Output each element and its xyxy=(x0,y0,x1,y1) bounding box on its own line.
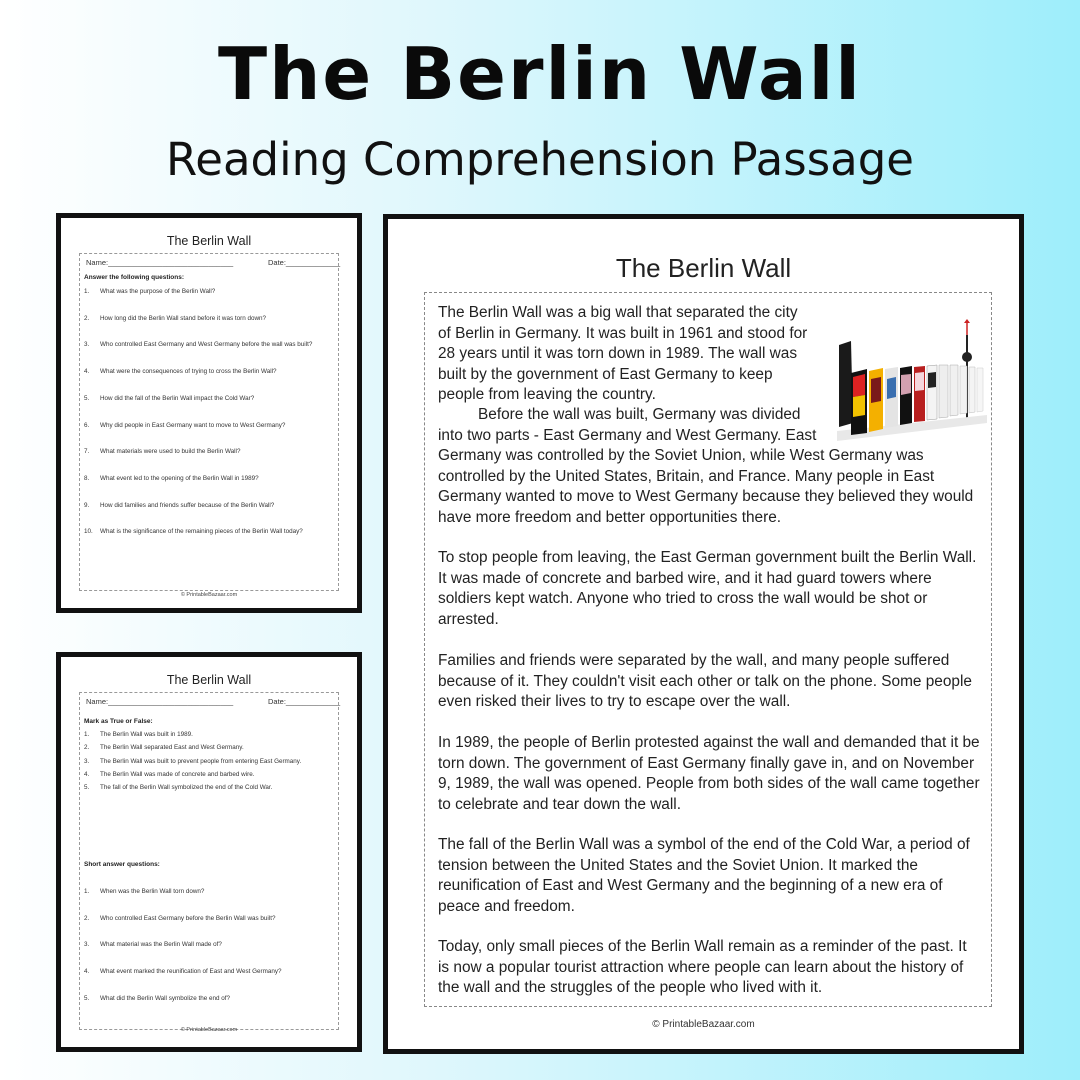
list-item xyxy=(84,941,222,948)
worksheet-title: The Berlin Wall xyxy=(166,234,252,248)
item-number: 1. xyxy=(84,288,90,295)
item-number: 7. xyxy=(84,448,90,456)
list-item xyxy=(84,422,285,429)
date-field-label: Date:_____________ xyxy=(268,697,341,706)
list-item xyxy=(84,758,301,765)
list-item xyxy=(84,341,312,348)
item-text: The fall of the Berlin Wall symbolized the end of the Cold War. xyxy=(100,784,273,792)
item-text: Who controlled East Germany and West Germany before the wall was built? xyxy=(100,341,313,349)
item-text: The Berlin Wall was made of concrete and barbed wire. xyxy=(100,770,255,778)
name-field-label: Name:______________________________ xyxy=(86,258,234,267)
item-text: What materials were used to build the Berlin Wall? xyxy=(100,448,241,456)
item-number: 1. xyxy=(84,888,90,895)
item-number: 4. xyxy=(84,368,90,376)
worksheet-content xyxy=(79,692,339,1030)
berlin-wall-illustration xyxy=(837,305,987,441)
item-number: 2. xyxy=(84,314,90,322)
list-item xyxy=(84,771,254,778)
passage-title: The Berlin Wall xyxy=(615,253,792,283)
instruction: Answer the following questions: xyxy=(84,274,185,281)
item-text: The Berlin Wall was built in 1989. xyxy=(100,731,193,738)
list-item xyxy=(84,475,259,482)
item-text: What did the Berlin Wall symbolize the end of? xyxy=(100,994,230,1002)
passage-paragraph-2-rest: Germany was controlled by the Soviet Union, while West Germany was controlled by the United States, Britain, and France. Many people in East Germany wanted to move to West Germany because they believed they would have more freedom and better opportunities there. xyxy=(438,447,974,526)
list-item xyxy=(84,288,215,295)
list-item xyxy=(84,915,275,922)
list-item xyxy=(84,731,193,738)
item-text: How long did the Berlin Wall stand before it was torn down? xyxy=(100,314,267,322)
list-item xyxy=(84,528,303,535)
item-number: 9. xyxy=(84,501,90,509)
list-item xyxy=(84,502,274,509)
tf-instruction: Mark as True or False: xyxy=(84,718,153,725)
list-item xyxy=(84,784,272,791)
item-number: 4. xyxy=(84,770,90,778)
item-number: 6. xyxy=(84,421,90,429)
passage-body xyxy=(424,292,992,1007)
list-item xyxy=(84,968,282,975)
sa-instruction: Short answer questions: xyxy=(84,861,160,868)
list-item xyxy=(84,744,244,751)
passage-paragraph-2-line2: into two parts - East Germany and West Germany. East xyxy=(438,426,817,444)
date-field-label: Date:_____________ xyxy=(268,258,341,267)
item-text: What were the consequences of trying to cross the Berlin Wall? xyxy=(100,368,277,376)
passage-footer: © PrintableBazaar.com xyxy=(652,1019,755,1030)
sub-title: Reading Comprehension Passage xyxy=(166,133,914,186)
worksheet-questions xyxy=(56,213,362,613)
passage-paragraph-3: To stop people from leaving, the East German government built the Berlin Wall. It was made of concrete and barbed wire, and it had guard towers where soldiers kept watch. Anyone who tried to cross the wall would be shot or arrested. xyxy=(438,549,977,628)
passage-paragraph-7: Today, only small pieces of the Berlin Wall remain as a reminder of the past. It is now a popular tourist attraction where people can learn about the history of the wall and the struggles of the people who lived with it. xyxy=(438,938,967,996)
passage-paragraph-5: In 1989, the people of Berlin protested against the wall and demanded that it be torn down. The government of East Germany finally gave in, and on November 9, 1989, the wall was opened. People from both sides of the wall came together to celebrate and tear down the wall. xyxy=(438,734,980,813)
item-text: The Berlin Wall separated East and West Germany. xyxy=(100,744,244,752)
item-text: What event marked the reunification of East and West Germany? xyxy=(100,968,282,976)
reading-passage xyxy=(383,214,1024,1054)
item-text: What material was the Berlin Wall made of? xyxy=(100,941,222,949)
item-number: 3. xyxy=(84,757,90,765)
passage-paragraph-1: The Berlin Wall was a big wall that separated the city of Berlin in Germany. It was built in 1961 and stood for 28 years until it was torn down in 1989. The wall was built by the government of East Germany to keep people from leaving the country. xyxy=(438,304,808,403)
worksheet-footer: © PrintableBazaar.com xyxy=(180,592,238,598)
item-text: Who controlled East Germany before the Berlin Wall was built? xyxy=(100,914,276,922)
list-item xyxy=(84,448,240,455)
item-number: 3. xyxy=(84,941,90,949)
worksheet-footer: © PrintableBazaar.com xyxy=(180,1027,238,1033)
worksheet-title: The Berlin Wall xyxy=(166,673,252,687)
main-title: The Berlin Wall xyxy=(218,32,862,116)
item-text: What was the purpose of the Berlin Wall? xyxy=(100,288,216,295)
list-item xyxy=(84,368,277,375)
list-item xyxy=(84,315,266,322)
worksheet-content xyxy=(79,253,339,591)
list-item xyxy=(84,995,230,1002)
item-text: The Berlin Wall was built to prevent people from entering East Germany. xyxy=(100,757,302,765)
item-text: Why did people in East Germany want to move to West Germany? xyxy=(100,421,286,429)
item-number: 1. xyxy=(84,731,90,738)
item-number: 3. xyxy=(84,341,90,349)
name-field-label: Name:______________________________ xyxy=(86,697,234,706)
worksheet-true-false xyxy=(56,652,362,1052)
item-number: 4. xyxy=(84,968,90,976)
passage-paragraph-2-line1: Before the wall was built, Germany was divided xyxy=(478,406,801,423)
item-text: How did families and friends suffer because of the Berlin Wall? xyxy=(100,501,275,509)
item-number: 5. xyxy=(84,784,90,792)
item-text: What event led to the opening of the Berlin Wall in 1989? xyxy=(100,474,259,482)
item-number: 5. xyxy=(84,994,90,1002)
item-text: How did the fall of the Berlin Wall impact the Cold War? xyxy=(100,394,255,402)
passage-paragraph-6: The fall of the Berlin Wall was a symbol of the end of the Cold War, a period of tension between the United States and the Soviet Union. It marked the reunification of East and West Germany and the beginning of a new era of peace and freedom. xyxy=(438,836,970,915)
item-text: When was the Berlin Wall torn down? xyxy=(100,888,205,895)
item-number: 2. xyxy=(84,914,90,922)
list-item xyxy=(84,888,204,895)
item-text: What is the significance of the remaining pieces of the Berlin Wall today? xyxy=(100,528,303,536)
list-item xyxy=(84,395,254,402)
item-number: 8. xyxy=(84,474,90,482)
item-number: 5. xyxy=(84,394,90,402)
item-number: 2. xyxy=(84,744,90,752)
item-number: 10. xyxy=(84,528,93,536)
passage-paragraph-4: Families and friends were separated by the wall, and many people suffered because of it. They couldn't visit each other or talk on the phone. Some people even risked their lives to try to escape over the wall. xyxy=(438,652,972,710)
